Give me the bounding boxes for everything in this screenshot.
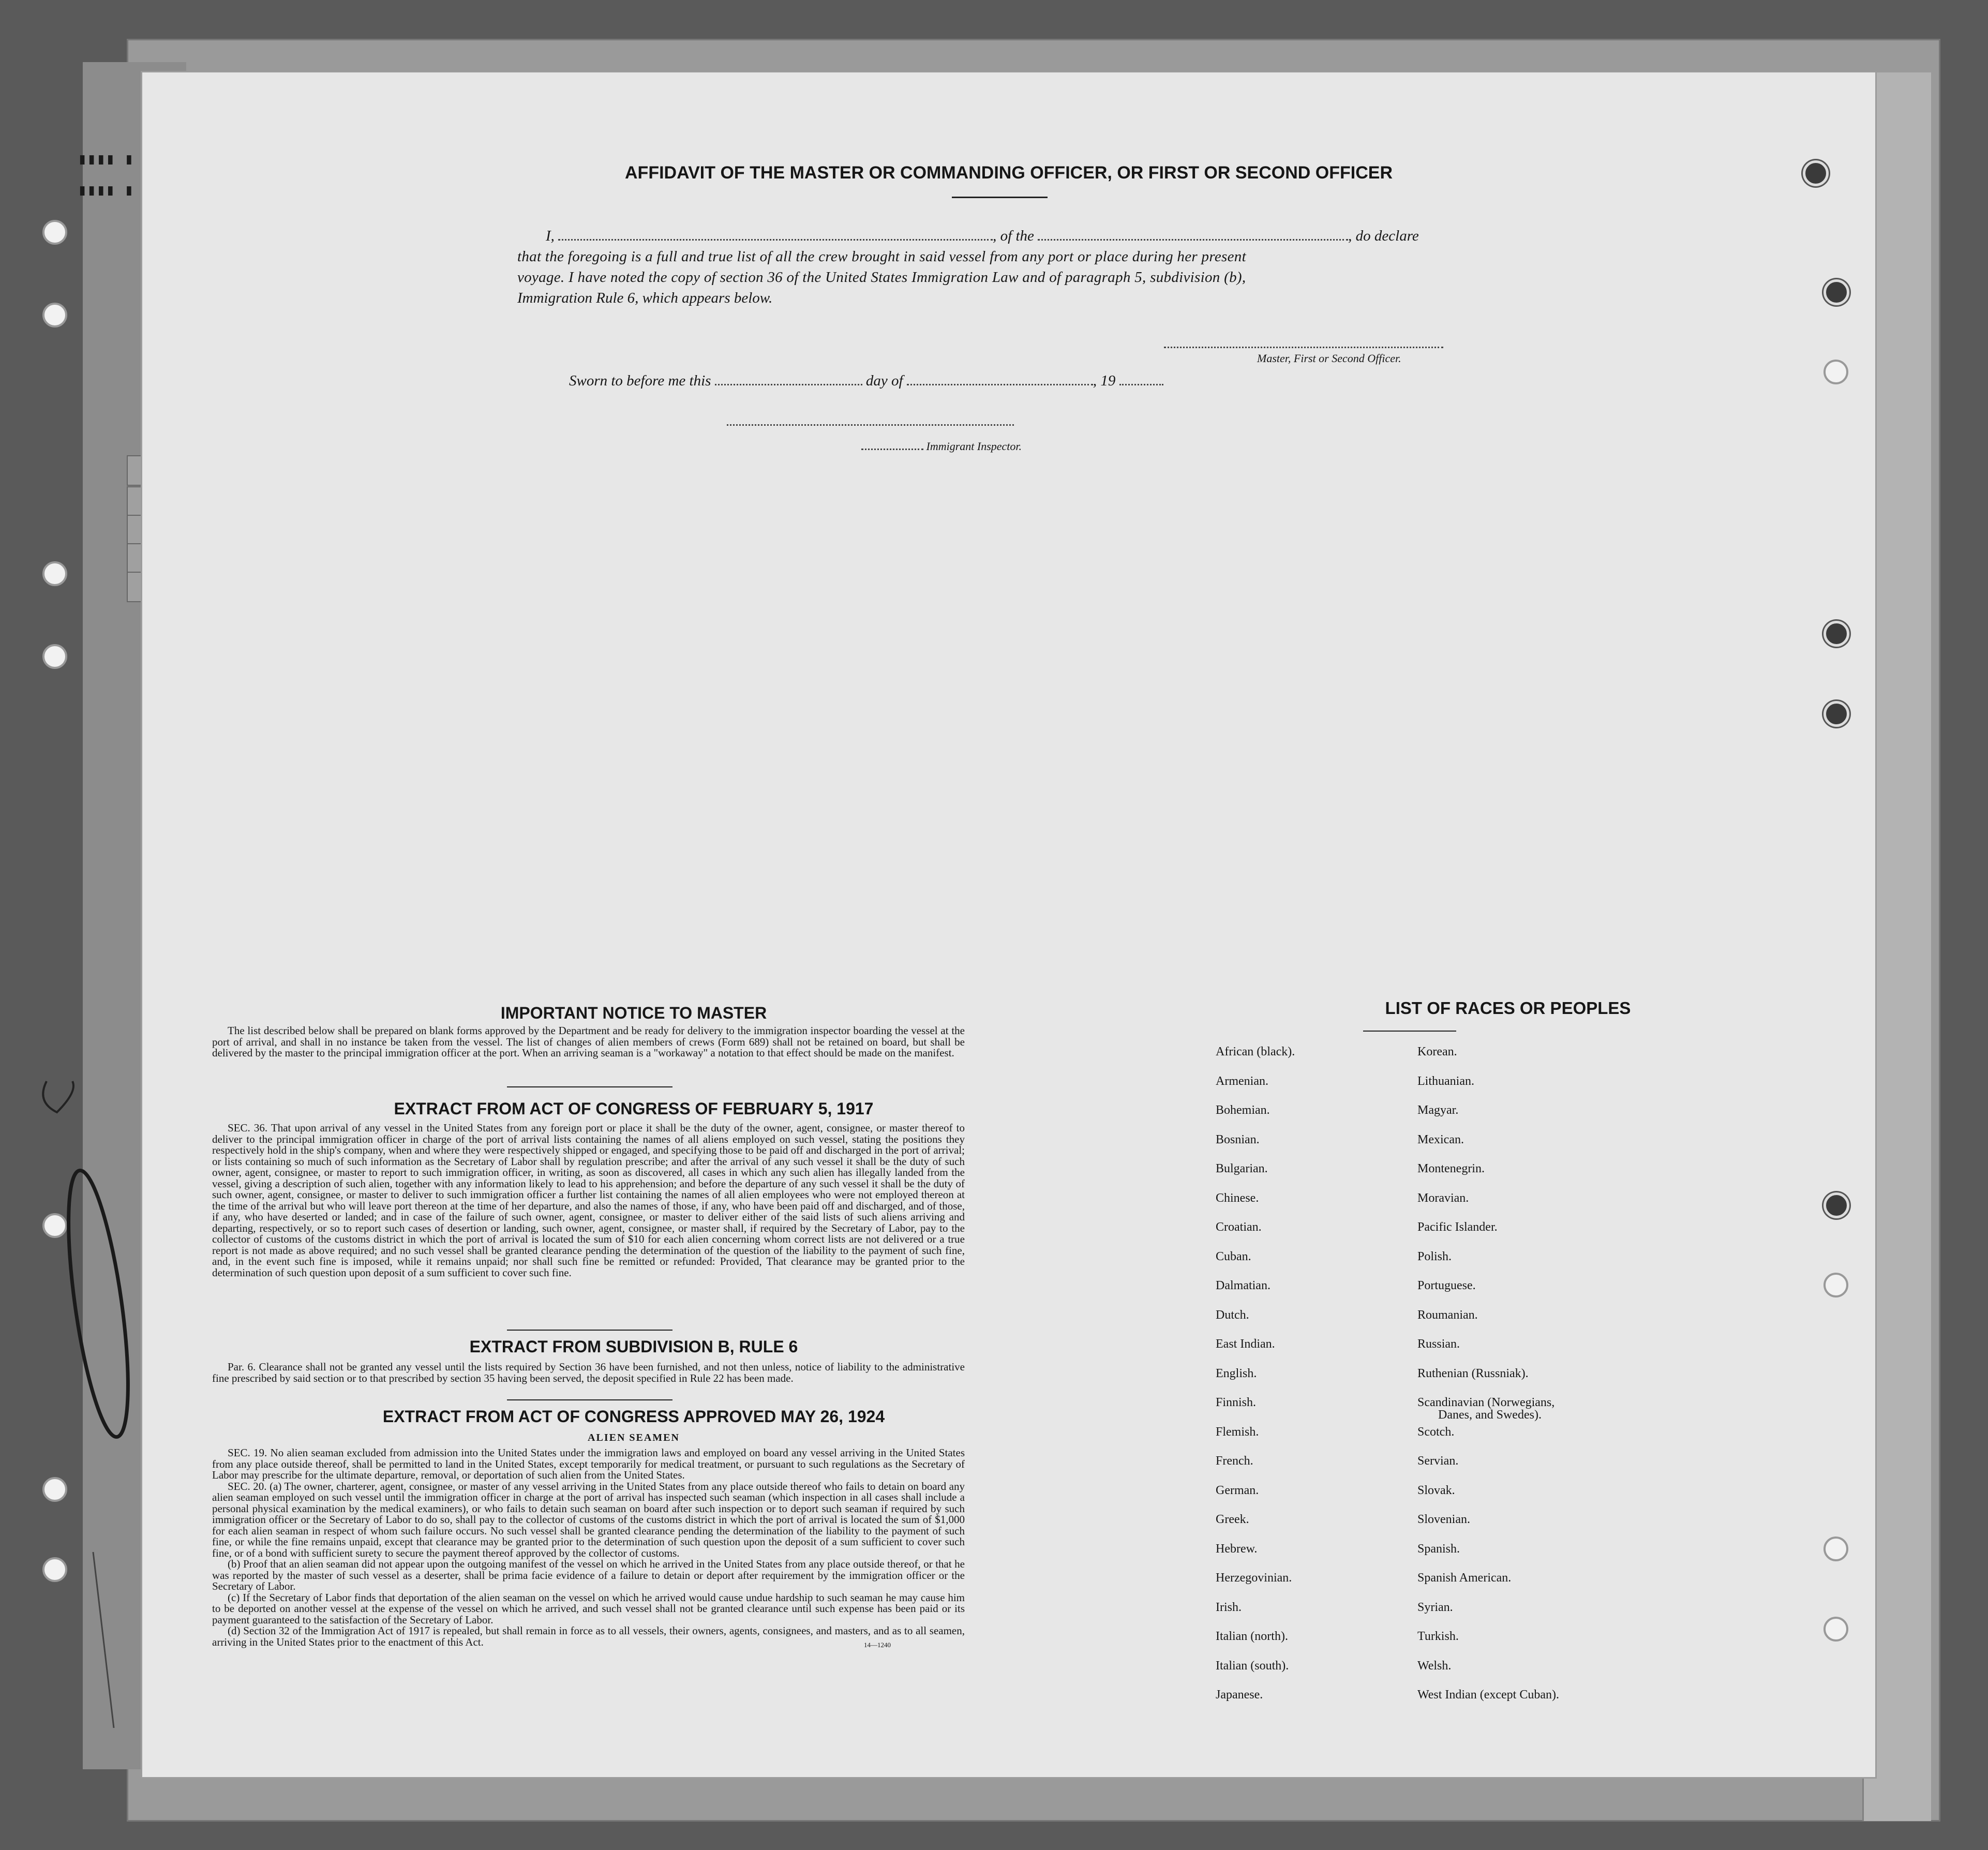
race-item-continuation: Danes, and Swedes). <box>1438 1408 1542 1422</box>
race-item: German. <box>1216 1483 1259 1497</box>
punch-hole <box>1823 701 1849 727</box>
divider <box>507 1086 672 1087</box>
race-item: Korean. <box>1417 1045 1457 1058</box>
race-item: Slovenian. <box>1417 1513 1470 1526</box>
race-item: Japanese. <box>1216 1688 1263 1702</box>
race-item: Hebrew. <box>1216 1542 1258 1556</box>
races-title-rule <box>1363 1031 1456 1032</box>
extract-1924-text: SEC. 19. No alien seaman excluded from admission into the United States under the immigration laws and employed on board any vessel arriving in the United States from any place outside thereof, shall be permitted to land in the United States, except temporarily for medical treatment, or pursuant to such regulations as the Secretary of Labor may prescribe for the ultimate departure, removal, or deportation of such alien from the United States. SEC. 20. (a) The owner, charterer, agent, consignee, or master of any vessel arriving in the United States from any place outside thereof who fails to detain on board any alien seaman employed on such vessel until the immigration officer in charge at the port of arrival has inspected such seaman (which inspection in all cases shall include a personal physical examination by the medical examiners), or who fails to detain such seaman on board after such inspection or to deport such seaman if required by such immigration officer or the Secretary of Labor to do so, shall pay to the collector of customs of the customs district in which the port of arrival is located the sum of $1,000 for each alien seaman in respect of whom such failure occurs. No such vessel shall be granted clearance pending the determination of the liability to the payment of such fine, or while the fine remains unpaid, except that clearance may be granted prior to the determination of such question upon the deposit of a sum sufficient to cover such fine, or of a bond with sufficient surety to secure the payment thereof approved by the collector of customs. (b) Proof that an alien seaman did not appear upon the outgoing manifest of the vessel on which he arrived in the United States from any place outside thereof, or that he was reported by the master of such vessel as a deserter, shall be prima facie evidence of a failure to detain or deport after requirement by the immigration officer or the Secretary of Labor. (c) If the Secretary of Labor finds that deportation of the alien seaman on the vessel on which he arrived would cause undue hardship to such seaman he may cause him to be deported on another vessel at the expense of the vessel on which he arrived, and such vessel shall not be granted clearance until such expense has been paid or its payment guaranteed to the satisfaction of the Secretary of Labor. (d) Section 32 of the Immigration Act of 1917 is repealed, but shall remain in force as to all vessels, their owners, agents, consignees, and masters, and as to all seamen, arriving in the United States prior to the enactment of this Act. <box>212 1446 965 1648</box>
punch-hole <box>1823 279 1849 305</box>
race-item: Herzegovinian. <box>1216 1571 1292 1585</box>
notice-text: The list described below shall be prepared on blank forms approved by the Department and be ready for delivery to the immigration inspector boarding the vessel at the port of arrival, and shall in no instance be taken from the vessel. The list of changes of alien members of crews (Form 689) shall not be retained on board, but shall be delivered by the master to the principal immigration officer at the port. When an arriving seaman is a "workaway" a notation to that effect should be made on the manifest. <box>212 1024 965 1059</box>
punch-hole <box>1823 1617 1848 1642</box>
punch-hole <box>1823 1273 1848 1297</box>
race-item: Russian. <box>1417 1337 1460 1351</box>
race-item: Turkish. <box>1417 1630 1459 1643</box>
extract-1924-title: EXTRACT FROM ACT OF CONGRESS APPROVED MAY 26, 1924 <box>382 1407 885 1426</box>
binder-hole <box>42 561 67 586</box>
vessel-name-field[interactable] <box>1038 239 1348 241</box>
title-rule <box>952 197 1048 198</box>
alien-seamen-subtitle: ALIEN SEAMEN <box>588 1432 680 1443</box>
sworn-year-field[interactable] <box>1119 384 1163 385</box>
inspector-signature-line[interactable] <box>727 424 1014 426</box>
underlying-text: ▮▮▮▮ ▮ <box>78 183 134 200</box>
race-item: Spanish. <box>1417 1542 1460 1556</box>
race-item: Mexican. <box>1417 1132 1464 1146</box>
race-item: Pacific Islander. <box>1417 1220 1498 1234</box>
race-item: Spanish American. <box>1417 1571 1512 1585</box>
race-item: Scotch. <box>1417 1425 1455 1439</box>
form-code: 14—1240 <box>864 1641 891 1649</box>
punch-hole <box>1823 1192 1849 1218</box>
extract-1917-text: SEC. 36. That upon arrival of any vessel in the United States from any foreign port or place it shall be the duty of the owner, agent, consignee, or master thereof to deliver to the principal immigration officer in charge of the port of arrival lists containing the names of all aliens employed on such vessel, stating the positions they respectively hold in the ship's company, when and where they were respectively shipped or engaged, and specifying those to be paid off and discharged in the port of arrival; or lists containing so much of such information as the Secretary of Labor shall by regulation prescribe; and after the arrival of any such vessel it shall be the duty of such owner, agent, consignee, or master to report to such immigration officer, in writing, as soon as discovered, all cases in which any such alien has illegally landed from the vessel, giving a description of such alien, together with any information likely to lead to his apprehension; and before the departure of any such vessel it shall be the duty of such owner, agent, consignee, or master to deliver to such immigration officer a further list containing the names of all alien employees who were not employed thereon at the time of the arrival but who will leave port thereon at the time of her departure, and also the names of those, if any, who have been paid off and discharged, and of those, if any, who have deserted or landed; and in case of the failure of such owner, agent, consignee, or master to deliver either of the said lists of such aliens arriving and departing, respectively, or so to report such cases of desertion or landing, such owner, agent, consignee, or master shall, if required by the Secretary of Labor, pay to the collector of customs of the customs district in which the port of arrival is located the sum of $10 for each alien concerning whom correct lists are not delivered or a true report is not made as above required; and no such vessel shall be granted clearance pending the determination of the question of the liability to the payment of such fine, and, in the event such fine is imposed, while it remains unpaid; nor shall such fine be remitted or refunded: Provided, That clearance may be granted prior to the determination of such question upon deposit of a sum sufficient to cover such fine. <box>212 1122 965 1279</box>
race-item: Welsh. <box>1417 1659 1452 1673</box>
race-item: Chinese. <box>1216 1191 1259 1205</box>
race-item: Slovak. <box>1417 1483 1455 1497</box>
race-item: Lithuanian. <box>1417 1074 1474 1088</box>
race-item: Armenian. <box>1216 1074 1268 1088</box>
binder-hole <box>42 303 67 327</box>
sworn-day-field[interactable] <box>715 384 862 385</box>
declaration-line-1: I, , of the , do declare <box>546 228 1419 244</box>
master-name-field[interactable] <box>558 239 993 241</box>
punch-hole <box>1823 1536 1848 1561</box>
underlying-text: ▮▮▮▮ ▮ <box>78 152 134 169</box>
race-item: Polish. <box>1417 1249 1452 1263</box>
race-item: Bulgarian. <box>1216 1162 1268 1175</box>
sworn-line: Sworn to before me this day of , 19 <box>569 372 1163 390</box>
race-item: Greek. <box>1216 1513 1249 1526</box>
race-item: Montenegrin. <box>1417 1162 1485 1175</box>
race-item: Italian (south). <box>1216 1659 1289 1673</box>
divider <box>507 1399 672 1400</box>
divider <box>507 1330 672 1331</box>
punch-hole <box>1823 621 1849 647</box>
race-item: Servian. <box>1417 1454 1459 1468</box>
sworn-month-field[interactable] <box>907 384 1093 385</box>
race-item: English. <box>1216 1366 1257 1380</box>
binder-hole <box>42 644 67 669</box>
race-item: Cuban. <box>1216 1249 1251 1263</box>
signature-label: Master, First or Second Officer. <box>1257 352 1401 365</box>
race-item: Moravian. <box>1417 1191 1469 1205</box>
punch-hole <box>1823 360 1848 384</box>
race-item: Syrian. <box>1417 1600 1453 1614</box>
race-item: Ruthenian (Russniak). <box>1417 1366 1529 1380</box>
race-item: Croatian. <box>1216 1220 1262 1234</box>
race-item: Portuguese. <box>1417 1279 1476 1292</box>
affidavit-title: AFFIDAVIT OF THE MASTER OR COMMANDING OFFICER, OR FIRST OR SECOND OFFICER <box>625 163 1393 183</box>
race-item: East Indian. <box>1216 1337 1275 1351</box>
race-item: Magyar. <box>1417 1103 1459 1117</box>
race-item: Bohemian. <box>1216 1103 1270 1117</box>
race-item: Bosnian. <box>1216 1132 1260 1146</box>
declaration-line-3: voyage. I have noted the copy of section 36 of the United States Immigration Law and of paragraph 5, subdivision (b), <box>517 269 1246 286</box>
races-title: LIST OF RACES OR PEOPLES <box>1385 998 1631 1018</box>
race-item: Flemish. <box>1216 1425 1259 1439</box>
inspector-label: Immigrant Inspector. <box>861 440 1022 453</box>
race-item: West Indian (except Cuban). <box>1417 1688 1559 1702</box>
extract-1917-title: EXTRACT FROM ACT OF CONGRESS OF FEBRUARY 5, 1917 <box>394 1099 874 1118</box>
declaration-line-2: that the foregoing is a full and true list of all the crew brought in said vessel from any port or place during her present <box>517 248 1246 265</box>
race-item: French. <box>1216 1454 1253 1468</box>
race-item: Dutch. <box>1216 1308 1249 1322</box>
race-item: Roumanian. <box>1417 1308 1478 1322</box>
extract-rule6-title: EXTRACT FROM SUBDIVISION B, RULE 6 <box>469 1337 798 1356</box>
binder-hole <box>42 220 67 245</box>
race-item: Dalmatian. <box>1216 1279 1270 1292</box>
race-item: Scandinavian (Norwegians, <box>1417 1396 1555 1409</box>
race-item: Irish. <box>1216 1600 1242 1614</box>
notice-title: IMPORTANT NOTICE TO MASTER <box>500 1004 767 1022</box>
race-item: African (black). <box>1216 1045 1295 1058</box>
handwritten-marks <box>16 1061 150 1785</box>
declaration-line-4: Immigration Rule 6, which appears below. <box>517 290 773 306</box>
extract-rule6-text: Par. 6. Clearance shall not be granted any vessel until the lists required by Section 36 have been furnished, and not then unless, notice of liability to the administrative fine prescribed by said section or to that prescribed by section 35 having been served, the deposit specified in Rule 22 has been made. <box>212 1361 965 1384</box>
affidavit-form-page <box>142 72 1875 1777</box>
race-item: Italian (north). <box>1216 1630 1288 1643</box>
race-item: Finnish. <box>1216 1396 1257 1409</box>
master-signature-line[interactable] <box>1164 347 1443 348</box>
